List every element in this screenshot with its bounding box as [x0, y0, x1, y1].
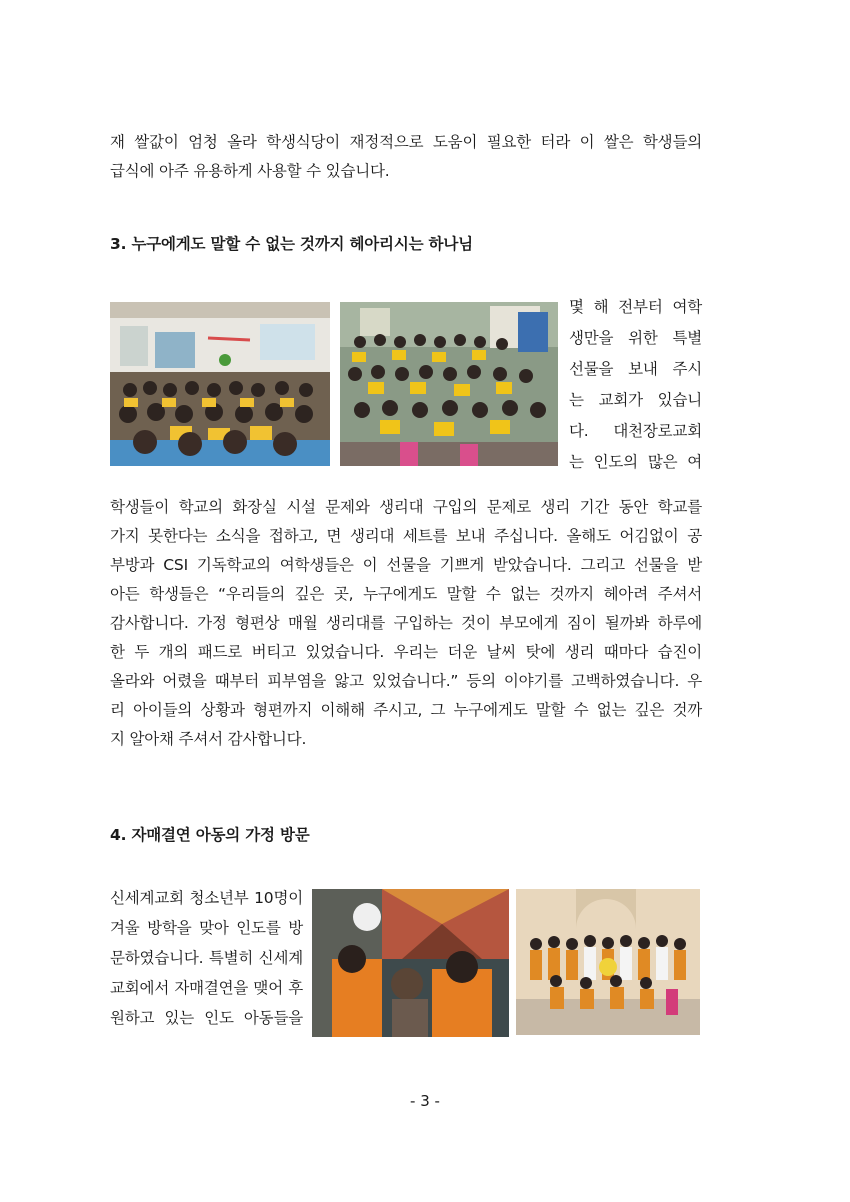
- students-gift-photo: [340, 302, 558, 466]
- classroom-photo: [110, 302, 330, 466]
- group-photo: [516, 889, 700, 1035]
- intro-paragraph: [110, 128, 702, 186]
- text-line: 문하였습니다. 특별히 신세계: [110, 949, 303, 967]
- text-line: 생만을 위한 특별: [569, 329, 702, 347]
- text-line: 학생들이 학교의 화장실 시설 문제와 생리대 구입의 문제로 생리 기간 동안 학교를: [110, 498, 702, 516]
- text-line: 는 교회가 있습니: [569, 391, 702, 409]
- text-line: 올라와 어렸을 때부터 피부염을 앓고 있었습니다.” 등의 이야기를 고백하였습니다. 우: [110, 672, 702, 690]
- section-3-heading: 3. 누구에게도 말할 수 없는 것까지 헤아리시는 하나님: [110, 235, 473, 253]
- text-line: 겨울 방학을 맞아 인도를 방: [110, 919, 303, 937]
- text-line: 한 두 개의 패드로 버티고 있었습니다. 우리는 더운 날씨 탓에 생리 때마다 습진이: [110, 643, 702, 661]
- text-line: 아든 학생들은 “우리들의 깊은 곳, 누구에게도 말할 수 없는 것까지 헤아려 주셔서: [110, 585, 702, 603]
- section-3-side-text: [569, 292, 702, 478]
- text-line: 지 알아채 주셔서 감사합니다.: [110, 730, 307, 748]
- text-line: 가지 못한다는 소식을 접하고, 면 생리대 세트를 보내 주십니다. 올해도 어김없이 공: [110, 527, 702, 545]
- section-4-heading: 4. 자매결연 아동의 가정 방문: [110, 826, 310, 844]
- text-line: 재 쌀값이 엄청 올라 학생식당이 재정적으로 도움이 필요한 터라 이 쌀은 학생들의: [110, 133, 702, 151]
- home-visit-photo: [312, 889, 509, 1037]
- page-number: - 3 -: [410, 1092, 440, 1110]
- text-line: 다. 대천장로교회: [569, 422, 702, 440]
- text-line: 는 인도의 많은 여: [569, 453, 702, 471]
- text-line: 원하고 있는 인도 아동들을: [110, 1009, 303, 1027]
- section-3-body: [110, 493, 702, 754]
- text-line: 부방과 CSI 기독학교의 여학생들은 이 선물을 기쁘게 받았습니다. 그리고 선물을 받: [110, 556, 702, 574]
- section-4-side-text: [110, 883, 303, 1033]
- text-line: 신세계교회 청소년부 10명이: [110, 889, 303, 907]
- text-line: 교회에서 자매결연을 맺어 후: [110, 979, 303, 997]
- text-line: 선물을 보내 주시: [569, 360, 702, 378]
- text-line: 급식에 아주 유용하게 사용할 수 있습니다.: [110, 162, 390, 180]
- text-line: 몇 해 전부터 여학: [569, 298, 702, 316]
- text-line: 리 아이들의 상황과 형편까지 이해해 주시고, 그 누구에게도 말할 수 없는 깊은 것까: [110, 701, 702, 719]
- text-line: 감사합니다. 가정 형편상 매월 생리대를 구입하는 것이 부모에게 짐이 될까봐 하루에: [110, 614, 702, 632]
